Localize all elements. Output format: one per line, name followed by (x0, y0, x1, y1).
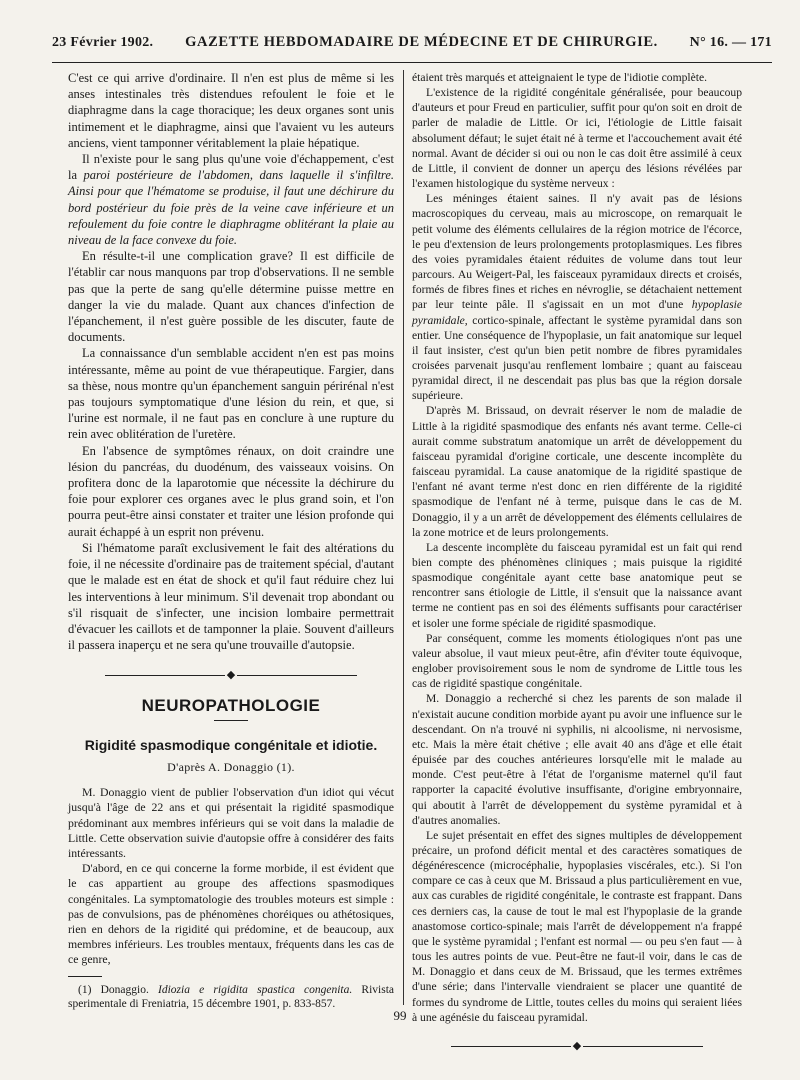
header-date: 23 Février 1902. (52, 35, 154, 50)
header-journal-title: GAZETTE HEBDOMADAIRE DE MÉDECINE ET DE CHIRURGIE. (185, 34, 658, 50)
paragraph: D'abord, en ce qui concerne la forme morbide, il est évident que le cas appartient au groupe des affections spasmodiques congénitales. La symptomatologie des troubles moteurs est simple : pas de convulsions, pas de phénomènes choréiques ou athétosiques, rien en dehors de la rigidité qui prédomine, et de beaucoup, aux membres inférieurs. Les troubles mentaux, fréquents dans les cas de ce genre, (68, 861, 394, 967)
paragraph: M. Donaggio vient de publier l'observation d'un idiot qui vécut jusqu'à l'âge de 22 ans et qui présentait la rigidité spasmodique prédominant aux membres inférieurs qui se voit dans la maladie de Little. Cette observation suivie d'autopsie offre à considérer des faits intéressants. (68, 785, 394, 860)
header-rule (52, 62, 772, 63)
paragraph: M. Donaggio a recherché si chez les parents de son malade il n'existait aucune condition morbide ayant pu avoir une influence sur le descendant. On n'a trouvé ni syphilis, ni alcoolisme, ni nervosisme, etc. Mais la mère était chétive ; elle avait 40 ans d'âge et elle était épuisée par des couches antérieures lorsqu'elle mit le malade au monde. C'est peut-être à l'état de l'organisme maternel qu'il faut rapporter la capacité évolutive insuffisante, d'origine embryonnaire, qui aboutit à l'arrêt de développement du système pyramidal et à d'autres anomalies. (412, 692, 742, 827)
page-number: 99 (393, 1008, 407, 1023)
paragraph: C'est ce qui arrive d'ordinaire. Il n'en est plus de même si les anses intestinales très distendues refoulent le foie et le diaphragme dans la cage thoracique; les deux organes sont unis intimement et le diaphragme, ainsi que l'avaient vu les auteurs anciens, vient tamponner véritablement la plaie hépatique. (68, 71, 394, 150)
paragraph: Les méninges étaient saines. Il n'y avait pas de lésions macroscopiques du cerveau, mais au microscope, on remarquait le petit volume des éléments cellulaires de la région motrice de l'écorce, le peu d'extension de leurs prolongements protoplasmiques. Les fibres des voies pyramidales étaient réduites de volume dans tout leur parcours. Au Weigert-Pal, les faisceaux pyramidaux directs et croisés, formés de fibres fines et riches en névroglie, se détachaient nettement par leur teinte pâle. Il s'agissait en un mot d'une hypoplasie pyramidale, cortico-spinale, affectant le système pyramidal dans son entier. Une conséquence de l'hypoplasie, un fait anatomique sur lequel il faut insister, c'est qu'un bien petit nombre de fibres pyramidales croisées parvenait jusqu'au renflement lombaire ; quant au faisceau pyramidal direct, il ne descendait pas plus bas que la région dorsale supérieure. (412, 192, 742, 403)
italic-passage: paroi postérieure de l'abdomen, dans laquelle il s'infiltre. Ainsi pour que l'hématome se produise, il faut une déchirure du bord postérieur du foie près de la veine cave inférieure et un refoulement du foie contre le diaphragme oblitérant la plaie au niveau de la face convexe du foie. (68, 168, 394, 248)
left-column (68, 70, 394, 1012)
italic-passage: hypoplasie pyramidale, (412, 298, 742, 327)
column-divider (403, 70, 404, 1005)
diamond-ornament-icon: ◆ (226, 669, 236, 682)
footnote: (1) Donaggio. Idiozia e rigidita spastica congenita. Rivista sperimentale di Freniatria, 15 décembre 1901, p. 833-857. (68, 983, 395, 1011)
running-header (52, 34, 772, 60)
paragraph: Il n'existe pour le sang plus qu'une voie d'échappement, c'est la paroi postérieure de l'abdomen, dans laquelle il s'infiltre. Ainsi pour que l'hématome se produise, il faut une déchirure du bord postérieur du foie près de la veine cave inférieure et un refoulement du foie contre le diaphragme oblitérant la plaie au niveau de la face convexe du foie. (68, 152, 394, 248)
section-title: NEUROPATHOLOGIE (141, 695, 321, 715)
paragraph: Par conséquent, comme les moments étiologiques n'ont pas une valeur absolue, il vaut mieux peut-être, afin d'éviter toute équivoque, englober provisoirement sous le nom de syndrome de Little tous les cas de rigidité spastique congénitale. (412, 631, 742, 691)
end-separator (412, 1039, 742, 1054)
footnote-rule (68, 976, 102, 977)
paragraph: D'après M. Brissaud, on devrait réserver le nom de maladie de Little à la rigidité spasmodique des enfants nés avant terme. Celle-ci aurait comme substratum anatomique un arrêt de développement du faisceau pyramidal d'origine corticale, une descente incomplète du faisceau pyramidal. La cause anatomique de la rigidité spastique de l'enfant né avant terme n'est donc en rien différente de la rigidité spasmodique de l'enfant né à terme, puisque dans le cas de M. Donaggio, il y a un arrêt de développement des éléments cellulaires de la zone motrice et de leurs prolongements. (412, 404, 742, 539)
article-byline: D'après A. Donaggio (1). (167, 759, 295, 774)
paragraph: En l'absence de symptômes rénaux, on doit craindre une lésion du pancréas, du duodénum, des vaisseaux voisins. On profitera donc de la laparotomie que nécessite la déchirure du foie pour explorer ces organes avec le plus grand soin, et l'on pourra peut-être ainsi constater et traiter une lésion profonde qui aurait échappé à un esprit non prévenu. (68, 443, 394, 539)
paragraph: Le sujet présentait en effet des signes multiples de développement précaire, un profond déficit mental et des caractères somatiques de dégénérescence (microcéphalie, hypoplasies viscérales, etc.). Si l'on compare ce cas à ceux que M. Brissaud a plus particulièrement en vue, aux cas curables de rigidité congénitale, le contraste est frappant. Dans ces derniers cas, la cause de tout le mal est l'hypoplasie de la grande anastomose cortico-spinale; mais l'arrêt de développement n'a frappé que le système pyramidal ; l'enfant est normal — ou peu s'en faut — à tous les autres points de vue. Peut-être ne faut-il voir, dans le cas de M. Donaggio et dans ceux de M. Brissaud, que les termes extrêmes d'une série; dans l'intervalle viendraient se placer une quantité de formes du syndrome de Little, toutes celles du moins qui seraient liées à une agénésie du faisceau pyramidal. (412, 828, 742, 1024)
paragraph: L'existence de la rigidité congénitale généralisée, pour beaucoup d'auteurs et pour Freud en particulier, suffit pour qu'on soit en droit de parler de maladie de Little. Or ici, l'étiologie de Little faisait absolument défaut; le sujet était né à terme et l'accouchement avait été normal. Avant de décider si oui ou non le cas doit être assimilé à ceux de Little, il convient de donner un aperçu des lésions révélées par l'examen histologique du système nerveux : (412, 86, 742, 191)
article-title: Rigidité spasmodique congénitale et idiotie. (84, 736, 378, 753)
section-rule (214, 720, 248, 721)
paragraph: La connaissance d'un semblable accident n'en est pas moins intéressante, même au point de vue thérapeutique. Fargier, dans sa thèse, nous montre qu'un épanchement sanguin périrénal n'est pas toujours symptomatique d'une lésion du rein, et que, si l'urine est normale, il ne faut pas en conclure à une rupture du rein avec oblitération de l'uretère. (68, 346, 394, 442)
diamond-ornament-icon: ◆ (572, 1039, 582, 1052)
header-issue-number: N° 16. — 171 (689, 35, 772, 50)
section-separator (68, 667, 394, 683)
paragraph: Si l'hématome paraît exclusivement le fait des altérations du foie, il ne nécessite d'ordinaire pas de traitement spécial, d'autant que le malade est en état de shock et qu'il faut réduire chez lui les interventions à leur minimum. S'il devenait trop abondant ou s'il risquait de s'infecter, une incision lombaire permettrait d'évacuer les caillots et de tamponner la plaie. Souvent d'ailleurs il passera inaperçu et ne sera qu'une trouvaille d'autopsie. (68, 540, 394, 653)
paragraph: En résulte-t-il une complication grave? Il est difficile de l'établir car nous manquons par trop d'observations. Il ne semble pas que la perte de sang qu'elle détermine puisse mettre en danger la vie du malade. Quant aux chances d'infection de l'épanchement, il n'est guère possible de les discuter, faute de documents. (68, 249, 394, 345)
paragraph: La descente incomplète du faisceau pyramidal est un fait qui rend bien compte des phénomènes cliniques ; mais puisque la rigidité spasmodique congénitale ayant cette base anatomique peut se rencontrer sans étiologie de Little, il s'ensuit que la naissance avant terme ne contient pas en soi des éléments suffisants pour caractériser et isoler une forme spéciale de rigidité spasmodique. (412, 540, 742, 630)
paragraph: étaient très marqués et atteignaient le type de l'idiotie complète. (412, 71, 708, 84)
right-column (412, 70, 742, 1068)
